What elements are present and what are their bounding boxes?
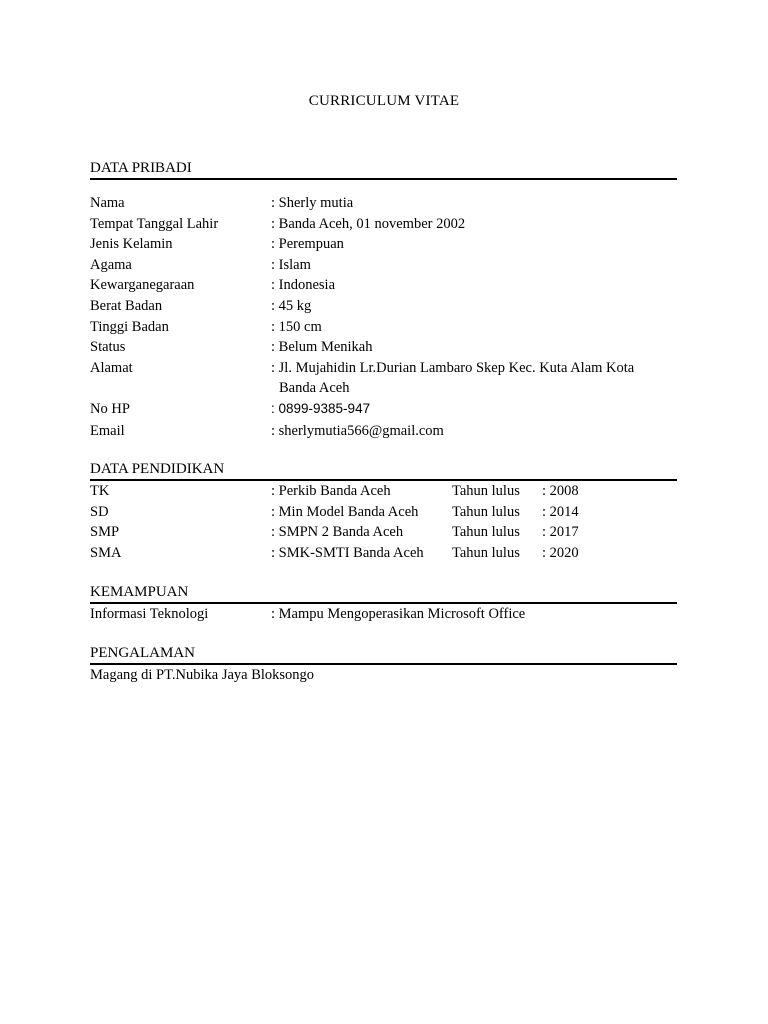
section-data-pendidikan xyxy=(90,461,677,563)
row-value: : Indonesia xyxy=(271,277,336,294)
education-level: SD xyxy=(90,503,109,520)
row-value: : Belum Menikah xyxy=(271,339,373,356)
personal-row-alamat xyxy=(90,358,677,399)
education-school: : Perkib Banda Aceh xyxy=(271,483,391,499)
section-heading-data-pendidikan: DATA PENDIDIKAN xyxy=(90,461,677,481)
education-row-sd xyxy=(90,502,677,523)
row-value: : sherlymutia566@gmail.com xyxy=(271,422,444,439)
skill-row-informasi-teknologi xyxy=(90,604,677,625)
personal-row-email xyxy=(90,421,677,442)
row-label: Alamat xyxy=(90,359,133,376)
education-year: : 2017 xyxy=(542,524,579,541)
personal-row-tinggi-badan xyxy=(90,317,677,338)
education-level: SMP xyxy=(90,524,120,541)
section-pengalaman xyxy=(90,645,677,685)
row-label: Kewarganegaraan xyxy=(90,277,195,294)
document-title: CURRICULUM VITAE xyxy=(308,93,460,109)
education-year-label: Tahun lulus xyxy=(452,544,520,561)
row-value: : 150 cm xyxy=(271,318,322,335)
skill-label: Informasi Teknologi xyxy=(90,606,209,622)
experience-item: Magang di PT.Nubika Jaya Bloksongo xyxy=(90,667,315,683)
education-school: : Min Model Banda Aceh xyxy=(271,503,419,520)
education-row-sma xyxy=(90,543,677,564)
education-level: TK xyxy=(90,483,110,499)
row-label: Tinggi Badan xyxy=(90,318,169,335)
education-year: : 2008 xyxy=(542,483,579,499)
row-label: Email xyxy=(90,422,125,439)
row-value: : Banda Aceh, 01 november 2002 xyxy=(271,215,466,232)
personal-row-no-hp xyxy=(90,399,677,421)
row-value: : Sherly mutia xyxy=(271,195,354,211)
row-value-continued: Banda Aceh xyxy=(279,380,350,397)
personal-row-agama xyxy=(90,255,677,276)
row-value: : Islam xyxy=(271,256,311,273)
education-level: SMA xyxy=(90,544,122,561)
education-row-smp xyxy=(90,522,677,543)
personal-row-jenis-kelamin xyxy=(90,234,677,255)
education-school: : SMPN 2 Banda Aceh xyxy=(271,524,404,541)
section-data-pribadi xyxy=(90,160,677,441)
row-label: Berat Badan xyxy=(90,297,163,314)
personal-row-kewarganegaraan xyxy=(90,275,677,296)
row-value: : Perempuan xyxy=(271,236,344,253)
skill-value: : Mampu Mengoperasikan Microsoft Office xyxy=(271,606,526,622)
education-list xyxy=(90,481,677,563)
education-year-label: Tahun lulus xyxy=(452,503,520,520)
personal-row-nama xyxy=(90,193,677,214)
row-label: No HP xyxy=(90,400,130,417)
education-school: : SMK-SMTI Banda Aceh xyxy=(271,544,424,561)
row-label: Tempat Tanggal Lahir xyxy=(90,215,219,232)
education-year-label: Tahun lulus xyxy=(452,524,520,541)
section-heading-data-pribadi: DATA PRIBADI xyxy=(90,160,677,180)
section-heading-pengalaman: PENGALAMAN xyxy=(90,645,677,665)
education-year-label: Tahun lulus xyxy=(452,483,520,499)
row-value: : 0899-9385-947 xyxy=(271,400,371,416)
row-value: : 45 kg xyxy=(271,297,312,314)
row-value: : Jl. Mujahidin Lr.Durian Lambaro Skep Kec. Kuta Alam Kota xyxy=(271,359,635,376)
row-label: Jenis Kelamin xyxy=(90,236,173,253)
row-label: Agama xyxy=(90,256,132,273)
personal-row-berat-badan xyxy=(90,296,677,317)
section-heading-kemampuan: KEMAMPUAN xyxy=(90,584,677,604)
personal-row-ttl xyxy=(90,214,677,235)
section-kemampuan xyxy=(90,584,677,625)
row-label: Nama xyxy=(90,195,125,211)
education-row-tk xyxy=(90,481,677,502)
row-label: Status xyxy=(90,339,126,356)
education-year: : 2014 xyxy=(542,503,579,520)
personal-row-status xyxy=(90,337,677,358)
education-year: : 2020 xyxy=(542,544,579,561)
skills-list xyxy=(90,604,677,625)
personal-data-list xyxy=(90,193,677,441)
